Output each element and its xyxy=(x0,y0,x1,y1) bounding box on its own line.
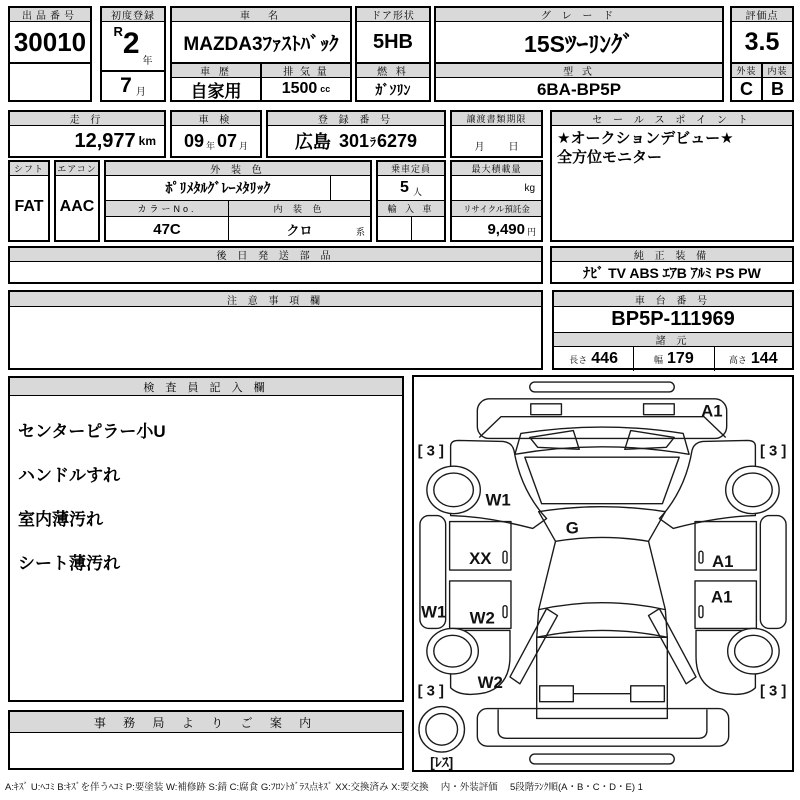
mileage-unit: km xyxy=(138,134,156,148)
exterior-color-extra-cell xyxy=(331,176,370,200)
chassis-value: BP5P-111969 xyxy=(554,307,792,333)
shift-value: FAT xyxy=(14,198,44,215)
damage-diagram-box xyxy=(412,375,794,772)
oem-equipment-label: 純 正 装 備 xyxy=(552,248,792,262)
import-cell-2 xyxy=(412,217,444,241)
sales-point-text xyxy=(552,126,792,170)
car-name-label: 車 名 xyxy=(172,8,350,22)
rear-bumper-strip xyxy=(530,754,674,764)
capacity-number: 5 xyxy=(400,179,409,196)
exterior-grade-value: C xyxy=(740,78,753,99)
exterior-grade-label: 外装 xyxy=(732,64,761,78)
recycle-label: リサイクル預託金 xyxy=(452,201,541,217)
capacity-label: 乗車定員 xyxy=(378,162,444,176)
damage-label-door-rl: W2 xyxy=(469,608,495,628)
transfer-month-unit: 月 xyxy=(474,142,485,153)
fuel-label: 燃 料 xyxy=(357,64,429,78)
wiper-glass-left xyxy=(530,431,579,450)
reg-month: 7 xyxy=(120,73,132,97)
grade-value: 15Sﾂｰﾘﾝｸﾞ xyxy=(436,22,722,64)
chassis-box xyxy=(552,290,794,370)
damage-code-legend: A:ｷｽﾞ U:ﾍｺﾐ B:ｷｽﾞを伴うﾍｺﾐ P:要塗装 W:補修跡 S:錆 C:腐食 G:ﾌﾛﾝﾄｶﾞﾗｽ点ｷｽﾞ XX:交換済み X:要交換 内・外装評価 5段階ﾗﾝｸ順(A・B・C・D・E) 1 xyxy=(5,782,643,793)
exterior-color-label: 外 装 色 xyxy=(106,162,370,176)
first-registration-month xyxy=(102,72,164,99)
damage-label-wheel-fl: [ 3 ] xyxy=(417,443,445,460)
displacement-unit: cc xyxy=(320,84,331,94)
plate-prefecture: 広島 xyxy=(294,132,331,152)
shift-box xyxy=(8,160,50,242)
era-code: R xyxy=(113,24,123,39)
sales-point-label: セ ー ル ス ポ イ ン ト xyxy=(552,112,792,126)
chassis-label: 車 台 番 号 xyxy=(554,292,792,307)
history-col xyxy=(172,64,262,101)
cabin-side-right xyxy=(649,541,666,609)
spec-length-label: 長さ xyxy=(569,354,588,365)
oem-equipment-box xyxy=(550,246,794,284)
registration-number-box xyxy=(266,110,446,158)
damage-label-spare: [ﾚｽ] xyxy=(430,753,454,770)
first-registration-year xyxy=(102,22,164,72)
model-code-label: 型 式 xyxy=(436,64,722,78)
capacity-unit: 人 xyxy=(412,187,422,197)
c-pillar-band xyxy=(510,609,557,684)
rear-bumper-inner xyxy=(498,710,707,739)
rear-wheel-inner xyxy=(434,635,472,667)
history-value: 自家用 xyxy=(190,81,242,100)
plate-kana: ﾗ xyxy=(369,134,376,149)
inspector-notes xyxy=(10,396,402,600)
front-bumper-strip xyxy=(530,382,674,392)
month-unit: 月 xyxy=(135,87,146,98)
year-unit: 年 xyxy=(142,56,153,67)
damage-label-sill-left: W1 xyxy=(421,602,447,622)
shift-label: シフト xyxy=(10,162,48,176)
damage-label-door-fr: A1 xyxy=(711,552,734,572)
grade-box xyxy=(434,6,724,102)
damage-label-wheel-fr: [ 3 ] xyxy=(760,443,787,460)
door-shape-label: ドア形状 xyxy=(357,8,429,22)
auction-number-value: 30010 xyxy=(10,22,90,64)
sales-point-line2: 全方位モニター xyxy=(557,149,663,166)
rear-door-handle xyxy=(503,606,507,618)
damage-label-windshield: G xyxy=(565,518,579,538)
mileage-label: 走 行 xyxy=(10,112,164,126)
oem-equipment-value: ﾅﾋﾞ TV ABS ｴｱB ｱﾙﾐ PS PW xyxy=(583,264,761,281)
color-no-label: カラーNo. xyxy=(106,201,228,216)
car-name-value: MAZDA3ﾌｧｽﾄﾊﾞｯｸ xyxy=(172,22,350,64)
interior-grade-col xyxy=(763,64,792,101)
color-box xyxy=(104,160,372,242)
cabin-side-left xyxy=(539,541,556,609)
score-box xyxy=(730,6,794,102)
shaken-value xyxy=(172,126,260,156)
damage-label-wheel-rr: [ 3 ] xyxy=(760,683,787,700)
import-cell-1 xyxy=(378,217,412,241)
mileage-number: 12,977 xyxy=(74,129,136,152)
interior-grade-label: 内装 xyxy=(763,64,792,78)
exterior-grade-col xyxy=(732,64,763,101)
spec-length xyxy=(554,347,634,371)
door-shape-value: 5HB xyxy=(357,22,429,64)
model-code-value: 6BA-BP5P xyxy=(536,80,622,99)
windshield-glass xyxy=(525,457,679,504)
plate-class: 301 xyxy=(338,130,369,151)
displacement-label: 排 気 量 xyxy=(262,64,350,78)
shaken-box xyxy=(170,110,262,158)
office-box xyxy=(8,710,404,770)
taillight-right xyxy=(631,686,665,702)
rear-bumper xyxy=(477,709,728,747)
history-label: 車 歴 xyxy=(172,64,260,78)
headlight-left xyxy=(531,404,562,415)
registration-number-value xyxy=(268,126,444,156)
spare-tire-inner xyxy=(426,714,458,746)
spec-height-value: 144 xyxy=(750,350,778,367)
interior-color-name: クロ xyxy=(286,222,313,238)
interior-color-value xyxy=(229,217,370,241)
headlight-right xyxy=(644,404,675,415)
cautions-box xyxy=(8,290,543,370)
inspector-note-4: シート薄汚れ xyxy=(18,554,120,573)
cowl-area xyxy=(539,507,666,542)
inspector-note-2: ハンドルすれ xyxy=(18,466,120,485)
fuel-value: ｶﾞｿﾘﾝ xyxy=(375,82,411,98)
transfer-deadline-box xyxy=(450,110,543,158)
sales-point-box xyxy=(550,110,794,242)
maxload-value: kg xyxy=(452,176,541,201)
shaken-label: 車 検 xyxy=(172,112,260,126)
transfer-deadline-label: 譲渡書類期限 xyxy=(452,112,541,126)
windshield-wiper-band xyxy=(515,427,689,454)
score-label: 評価点 xyxy=(732,8,792,22)
color-no-value: 47C xyxy=(106,217,229,241)
specs-label: 諸 元 xyxy=(554,333,792,347)
damage-label-quarter-left: W2 xyxy=(477,672,503,692)
inspector-label: 検 査 員 記 入 欄 xyxy=(10,378,402,396)
aircon-value: AAC xyxy=(59,198,95,215)
shaken-year-unit: 年 xyxy=(205,140,215,151)
capacity-import-box xyxy=(376,160,446,242)
damage-label-door-fl: XX xyxy=(469,549,492,569)
displacement-col xyxy=(262,64,350,101)
car-name-box xyxy=(170,6,352,102)
interior-grade-value: B xyxy=(771,78,784,99)
spec-width-label: 幅 xyxy=(654,354,664,365)
inspector-box xyxy=(8,376,404,702)
recycle-amount: 9,490 xyxy=(487,220,525,238)
transfer-deadline-value xyxy=(452,126,541,156)
grade-label: グ レ ー ド xyxy=(436,8,722,22)
front-door-handle xyxy=(503,551,507,563)
wiper-glass-right xyxy=(625,431,674,450)
spec-height xyxy=(715,347,793,371)
plate-number: 6279 xyxy=(377,130,418,151)
shaken-year: 09 xyxy=(183,130,204,151)
interior-color-suffix: 系 xyxy=(355,227,365,237)
damage-label-front-bumper: A1 xyxy=(701,401,723,421)
recycle-unit: 円 xyxy=(526,227,536,237)
tailgate xyxy=(537,637,668,718)
reg-year: 2 xyxy=(122,27,140,60)
damage-label-wheel-rl: [ 3 ] xyxy=(417,683,445,700)
displacement-value xyxy=(262,78,350,100)
spec-width xyxy=(634,347,714,371)
displacement-number: 1500 xyxy=(281,80,318,97)
maxload-recycle-box xyxy=(450,160,543,242)
front-nose xyxy=(477,399,726,439)
inspector-note-1: センターピラー小U xyxy=(18,422,166,441)
maxload-label: 最大積載量 xyxy=(452,162,541,176)
cautions-label: 注 意 事 項 欄 xyxy=(10,292,541,307)
spec-height-label: 高さ xyxy=(728,354,747,365)
first-registration-label: 初度登録 xyxy=(102,8,164,22)
front-wheel-inner xyxy=(434,473,474,507)
damage-label-door-rr: A1 xyxy=(710,587,733,607)
later-parts-label: 後 日 発 送 部 品 xyxy=(10,248,541,262)
mileage-value xyxy=(10,126,164,156)
shaken-month-unit: 月 xyxy=(239,140,249,151)
auction-number-label: 出品番号 xyxy=(10,8,90,22)
office-label: 事 務 局 よ り ご 案 内 xyxy=(10,712,402,733)
recycle-value xyxy=(452,217,541,241)
inspector-note-3: 室内薄汚れ xyxy=(18,510,103,529)
car-top-view-diagram xyxy=(414,377,792,770)
first-registration-box xyxy=(100,6,166,102)
score-value: 3.5 xyxy=(732,22,792,64)
transfer-day-unit: 日 xyxy=(508,142,519,153)
registration-number-label: 登 録 番 号 xyxy=(268,112,444,126)
later-parts-box xyxy=(8,246,543,284)
exterior-color-value: ﾎﾟﾘﾒﾀﾙｸﾞﾚｰﾒﾀﾘｯｸ xyxy=(106,176,331,200)
aircon-label: エアコン xyxy=(57,164,97,174)
import-label: 輸 入 車 xyxy=(378,201,444,217)
sales-point-line1: ★オークションデビュー★ xyxy=(557,130,734,147)
taillight-left xyxy=(540,686,574,702)
aircon-box xyxy=(54,160,100,242)
mileage-box xyxy=(8,110,166,158)
damage-label-fender-left: W1 xyxy=(485,490,511,510)
spec-length-value: 446 xyxy=(591,350,618,367)
shaken-month: 07 xyxy=(217,130,238,151)
auction-number-box xyxy=(8,6,92,102)
door-shape-box xyxy=(355,6,431,102)
spec-width-value: 179 xyxy=(667,350,694,367)
rear-window xyxy=(537,603,668,638)
capacity-value xyxy=(378,176,444,201)
interior-color-label: 内 装 色 xyxy=(228,201,370,216)
